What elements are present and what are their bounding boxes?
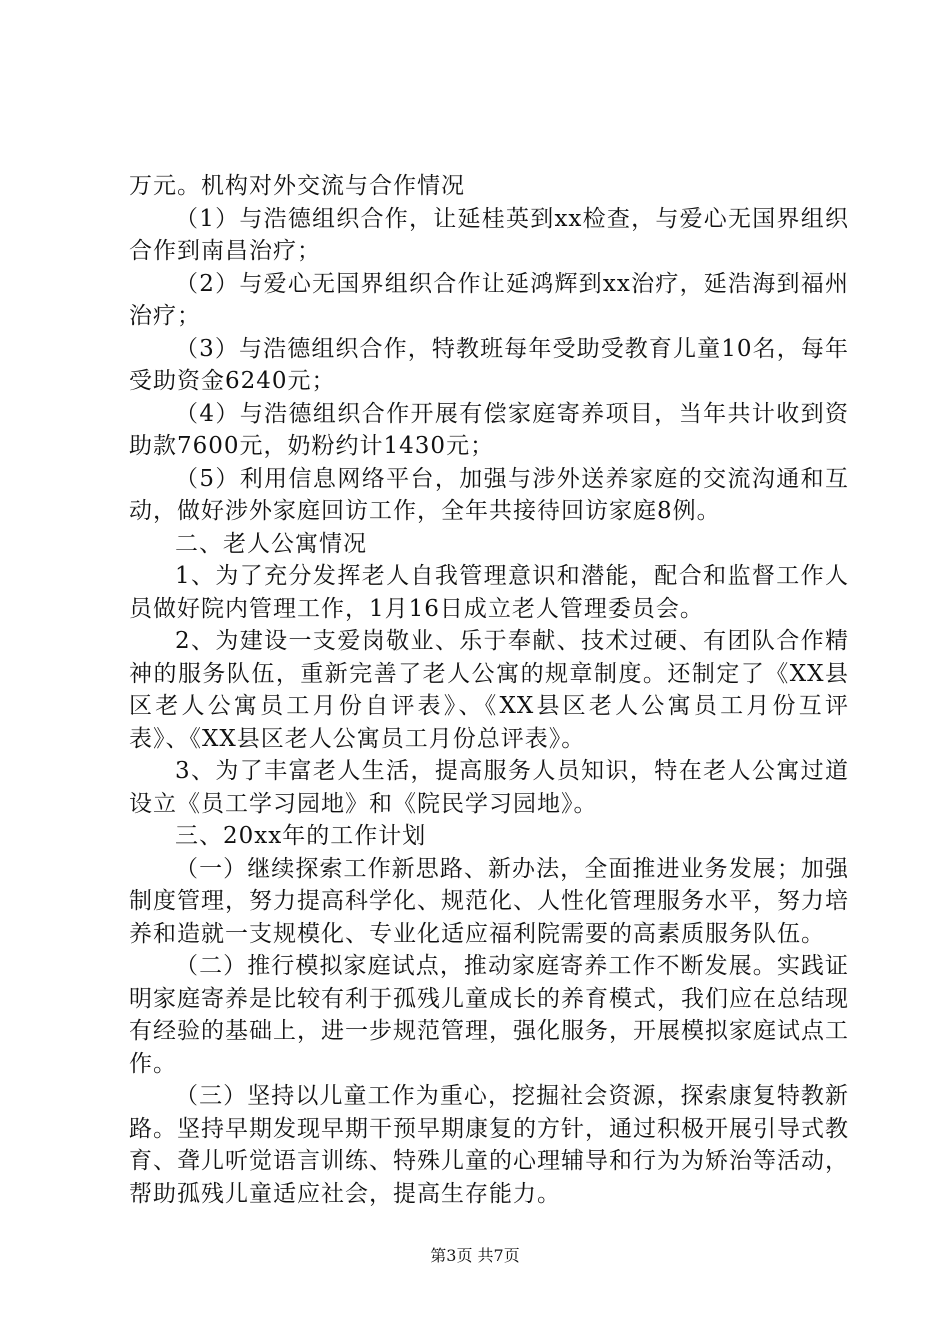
paragraph-elderly-1: 1、为了充分发挥老人自我管理意识和潜能，配合和监督工作人员做好院内管理工作，1月16日成立老人管理委员会。	[129, 563, 849, 622]
section-heading-elderly-apartment: 二、老人公寓情况	[175, 530, 367, 557]
paragraph-cooperation-1: （1）与浩德组织合作，让延桂英到xx检查，与爱心无国界组织合作到南昌治疗；	[129, 205, 849, 264]
paragraph-elderly-2: 2、为建设一支爱岗敬业、乐于奉献、技术过硬、有团队合作精神的服务队伍，重新完善了老人公寓的规章制度。还制定了《XX县区老人公寓员工月份自评表》、《XX县区老人公寓员工月份互评表》、《XX县区老人公寓员工月份总评表》。	[129, 628, 849, 752]
paragraph-plan-2: （二）推行模拟家庭试点，推动家庭寄养工作不断发展。实践证明家庭寄养是比较有利于孤残儿童成长的养育模式，我们应在总结现有经验的基础上，进一步规范管理，强化服务，开展模拟家庭试点工作。	[129, 953, 849, 1077]
paragraph-cooperation-4: （4）与浩德组织合作开展有偿家庭寄养项目，当年共计收到资助款7600元，奶粉约计1430元；	[129, 400, 849, 459]
paragraph-elderly-3: 3、为了丰富老人生活，提高服务人员知识，特在老人公寓过道设立《员工学习园地》和《院民学习园地》。	[129, 758, 849, 817]
section-heading-work-plan: 三、20xx年的工作计划	[175, 823, 427, 849]
paragraph-plan-3: （三）坚持以儿童工作为重心，挖掘社会资源，探索康复特教新路。坚持早期发现早期干预早期康复的方针，通过积极开展引导式教育、聋儿听觉语言训练、特殊儿童的心理辅导和行为为矫治等活动，帮助孤残儿童适应社会，提高生存能力。	[129, 1083, 849, 1207]
document-body	[129, 170, 849, 1210]
page-number-footer: 第3页 共7页	[430, 1246, 520, 1265]
paragraph-cooperation-3: （3）与浩德组织合作，特教班每年受助受教育儿童10名，每年受助资金6240元；	[129, 335, 849, 394]
paragraph-cooperation-2: （2）与爱心无国界组织合作让延鸿辉到xx治疗，延浩海到福州治疗；	[129, 270, 849, 329]
paragraph-cooperation-5: （5）利用信息网络平台，加强与涉外送养家庭的交流沟通和互动，做好涉外家庭回访工作，全年共接待回访家庭8例。	[129, 465, 849, 524]
paragraph-plan-1: （一）继续探索工作新思路、新办法，全面推进业务发展；加强制度管理，努力提高科学化、规范化、人性化管理服务水平，努力培养和造就一支规模化、专业化适应福利院需要的高素质服务队伍。	[129, 855, 849, 947]
paragraph-continuation: 万元。机构对外交流与合作情况	[129, 173, 465, 199]
